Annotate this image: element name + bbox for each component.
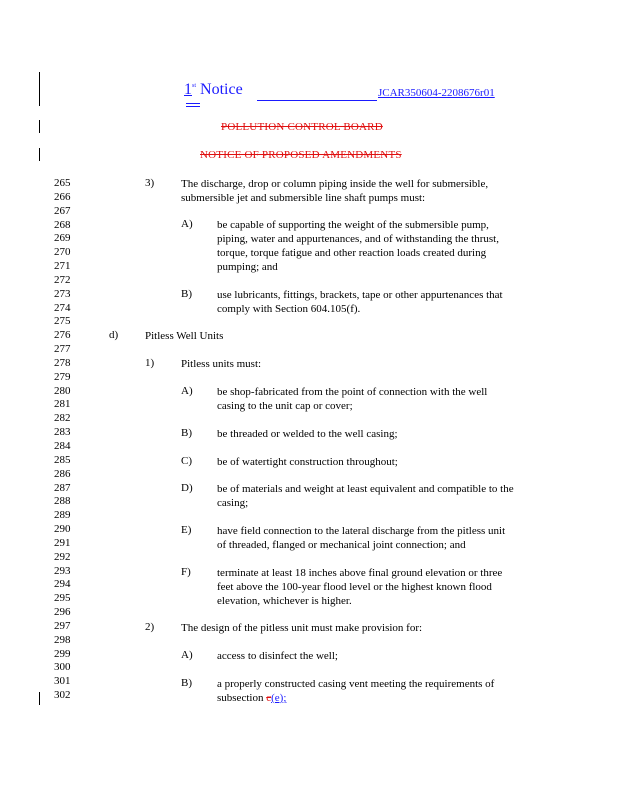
paragraph-line: be of watertight construction throughout; bbox=[217, 456, 398, 468]
line-number: 287 bbox=[54, 481, 71, 494]
inserted-text: ; bbox=[283, 692, 287, 704]
paragraph-line: be capable of supporting the weight of the submersible pump, bbox=[217, 219, 489, 231]
paragraph-line: comply with Section 604.105(f). bbox=[217, 303, 361, 315]
section-heading: Pitless Well Units bbox=[145, 330, 224, 342]
line-number: 279 bbox=[54, 370, 71, 383]
paragraph-line: piping, water and appurtenances, and of withstanding the thrust, bbox=[217, 233, 499, 245]
notice-heading bbox=[184, 81, 243, 99]
line-number: 302 bbox=[54, 689, 71, 702]
line-number: 281 bbox=[54, 398, 71, 411]
line-number: 266 bbox=[54, 190, 71, 203]
change-bar bbox=[39, 120, 40, 133]
line-number: 294 bbox=[54, 578, 71, 591]
deleted-text: c bbox=[266, 692, 272, 704]
line-number: 285 bbox=[54, 453, 71, 466]
notice-word: Notice bbox=[200, 81, 243, 98]
paragraph-line: access to disinfect the well; bbox=[217, 650, 338, 662]
paragraph-line bbox=[217, 691, 286, 705]
inserted-text: (e) bbox=[271, 692, 284, 704]
paragraph-line: casing to the unit cap or cover; bbox=[217, 400, 353, 412]
item-label: A) bbox=[181, 649, 193, 661]
line-number: 299 bbox=[54, 647, 71, 660]
line-number: 291 bbox=[54, 536, 71, 549]
paragraph-line: torque, torque fatigue and other reaction loads created during bbox=[217, 247, 487, 259]
item-label: E) bbox=[181, 524, 192, 536]
line-number: 300 bbox=[54, 661, 71, 674]
line-number: 295 bbox=[54, 592, 71, 605]
paragraph-line: terminate at least 18 inches above final ground elevation or three bbox=[217, 567, 503, 579]
line-number: 286 bbox=[54, 467, 71, 480]
line-number: 276 bbox=[54, 329, 71, 342]
paragraph-line: be threaded or welded to the well casing; bbox=[217, 428, 398, 440]
paragraph-line: The design of the pitless unit must make provision for: bbox=[181, 622, 423, 634]
item-label: A) bbox=[181, 218, 193, 230]
paragraph-line: feet above the 100-year flood level or the highest known flood bbox=[217, 581, 492, 593]
line-number: 289 bbox=[54, 509, 71, 522]
notice-suffix: st bbox=[192, 83, 197, 89]
amendments-title: NOTICE OF PROPOSED AMENDMENTS bbox=[200, 149, 402, 161]
line-number: 290 bbox=[54, 523, 71, 535]
paragraph-line: of threaded, flanged or mechanical joint connection; and bbox=[217, 539, 466, 551]
item-label: d) bbox=[109, 329, 119, 341]
change-bar bbox=[39, 692, 40, 705]
notice-double-underline bbox=[186, 103, 200, 104]
item-label: B) bbox=[181, 427, 192, 439]
line-number: 293 bbox=[54, 564, 71, 577]
paragraph-line: elevation, whichever is higher. bbox=[217, 595, 352, 607]
line-number: 292 bbox=[54, 550, 71, 563]
line-number: 269 bbox=[54, 232, 71, 245]
line-number: 278 bbox=[54, 356, 71, 369]
item-label: D) bbox=[181, 482, 193, 494]
board-title: POLLUTION CONTROL BOARD bbox=[221, 121, 383, 133]
line-number: 274 bbox=[54, 301, 71, 314]
line-number: 267 bbox=[54, 204, 71, 217]
line-number: 273 bbox=[54, 287, 71, 300]
paragraph-line: Pitless units must: bbox=[181, 358, 262, 370]
line-number: 277 bbox=[54, 343, 71, 356]
notice-rule bbox=[257, 100, 377, 101]
line-number: 283 bbox=[54, 426, 71, 439]
line-number: 275 bbox=[54, 315, 71, 328]
paragraph-line: be shop-fabricated from the point of connection with the well bbox=[217, 386, 488, 398]
line-number: 271 bbox=[54, 260, 71, 272]
line-number: 284 bbox=[54, 440, 71, 452]
paragraph-line: have field connection to the lateral discharge from the pitless unit bbox=[217, 525, 506, 537]
change-bar bbox=[39, 148, 40, 161]
text-run: subsection bbox=[217, 692, 267, 704]
paragraph-line: use lubricants, fittings, brackets, tape or other appurtenances that bbox=[217, 289, 503, 301]
item-label: C) bbox=[181, 455, 192, 467]
line-number: 282 bbox=[54, 412, 71, 425]
item-label: B) bbox=[181, 288, 192, 300]
line-number: 280 bbox=[54, 384, 71, 397]
paragraph-line: submersible jet and submersible line shaft pumps must: bbox=[181, 192, 426, 204]
line-number: 297 bbox=[54, 619, 71, 632]
item-label: 3) bbox=[145, 177, 155, 189]
paragraph-line: pumping; and bbox=[217, 261, 278, 273]
paragraph-line: The discharge, drop or column piping inside the well for submersible, bbox=[181, 178, 489, 190]
change-bar bbox=[39, 72, 40, 106]
paragraph-line: casing; bbox=[217, 497, 249, 509]
paragraph-line: be of materials and weight at least equivalent and compatible to the bbox=[217, 483, 514, 495]
notice-number: 1 bbox=[184, 81, 192, 98]
line-number: 288 bbox=[54, 495, 71, 508]
line-number: 270 bbox=[54, 246, 71, 259]
line-number: 272 bbox=[54, 273, 71, 286]
item-label: B) bbox=[181, 677, 192, 689]
paragraph-line: a properly constructed casing vent meeting the requirements of bbox=[217, 678, 495, 690]
line-number: 298 bbox=[54, 633, 71, 646]
line-number: 296 bbox=[54, 606, 71, 618]
item-label: 1) bbox=[145, 357, 155, 369]
item-label: F) bbox=[181, 566, 191, 578]
notice-double-underline bbox=[186, 106, 200, 107]
jcar-code: JCAR350604-2208676r01 bbox=[378, 87, 495, 99]
line-number: 268 bbox=[54, 218, 71, 231]
line-number: 265 bbox=[54, 177, 71, 189]
item-label: A) bbox=[181, 385, 193, 397]
line-number: 301 bbox=[54, 675, 71, 688]
item-label: 2) bbox=[145, 621, 155, 633]
